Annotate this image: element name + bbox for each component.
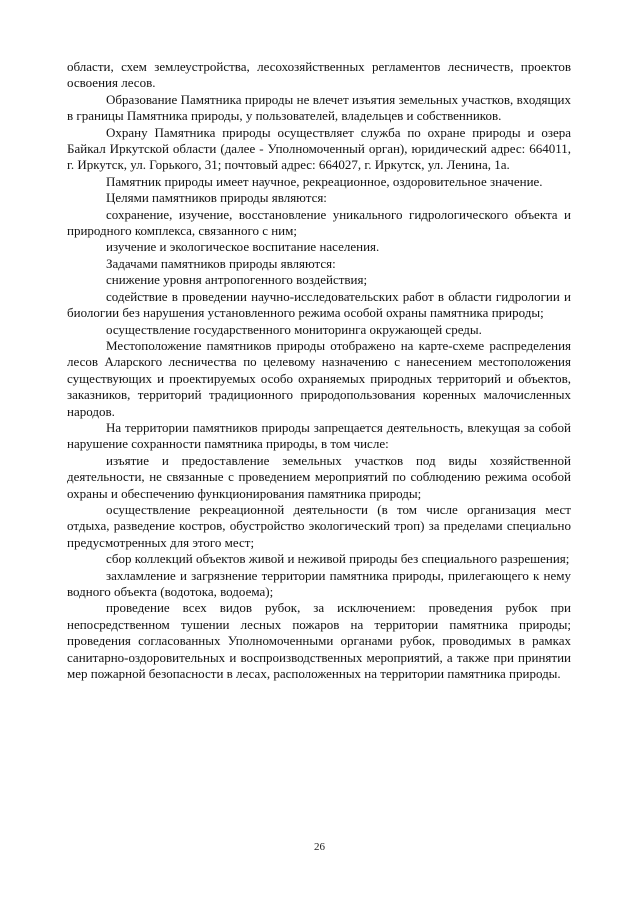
paragraph-significance: Памятник природы имеет научное, рекреационное, оздоровительное значение.	[106, 173, 543, 189]
paragraph-prohibited-recreation: осуществление рекреационной деятельности (в том числе организация мест отдыха, разведение костров, обустройство экологический троп) за пределами специально предусмотренных для этого мест;	[67, 501, 571, 550]
paragraph-prohibited-collection: сбор коллекций объектов живой и неживой природы без специального разрешения;	[106, 551, 570, 567]
paragraph-prohibited-land: изъятие и предоставление земельных участков под виды хозяйственной деятельности, не связанные с проведением мероприятий по соблюдению режима особой охраны и обеспечению функционирования памятника природы;	[67, 452, 571, 501]
paragraph-task-research: содействие в проведении научно-исследовательских работ в области гидрологии и биологии без нарушения установленного режима особой охраны памятника природы;	[67, 288, 571, 321]
paragraph-tasks-heading: Задачами памятников природы являются:	[106, 255, 336, 271]
paragraph-prohibited-littering: захламление и загрязнение территории памятника природы, прилегающего к нему водного объекта (водотока, водоема);	[67, 567, 571, 599]
paragraph-land-withdrawal: Образование Памятника природы не влечет изъятия земельных участков, входящих в границы Памятника природы, у пользователей, владельцев и собственников.	[67, 91, 571, 124]
paragraph-goal-education: изучение и экологическое воспитание населения.	[106, 239, 380, 255]
paragraph-location-map: Местоположение памятников природы отображено на карте-схеме распределения лесов Аларского лесничества по целевому назначению с нанесением местоположения существующих и проектируемых особо охраняемых природных территорий и объектов, заказников, территорий традиционного природопользования коренных малочисленных народов.	[67, 337, 571, 419]
paragraph-prohibited-logging: проведение всех видов рубок, за исключением: проведения рубок при непосредственном тушении лесных пожаров на территории памятника природы; проведения согласованных Уполномоченными органами рубок, проводимых в рамках санитарно-оздоровительных и воспроизводственных мероприятий, а также при принятии мер пожарной безопасности в лесах, расположенных на территории памятника природы.	[67, 600, 571, 682]
page-number: 26	[314, 841, 325, 853]
paragraph-task-impact-reduction: снижение уровня антропогенного воздействия;	[106, 272, 368, 288]
paragraph-task-monitoring: осуществление государственного мониторинга окружающей среды.	[106, 321, 482, 337]
paragraph-goals-heading: Целями памятников природы являются:	[106, 190, 327, 206]
paragraph-goal-preservation: сохранение, изучение, восстановление уникального гидрологического объекта и природного комплекса, связанного с ним;	[67, 206, 571, 239]
paragraph-continuation: области, схем землеустройства, лесохозяйственных регламентов лесничеств, проектов освоения лесов.	[67, 59, 571, 91]
paragraph-protection-service: Охрану Памятника природы осуществляет служба по охране природы и озера Байкал Иркутской области (далее - Уполномоченный орган), юридический адрес: 664011, г. Иркутск, ул. Горького, 31; почтовый адрес: 664027, г. Иркутск, ул. Ленина, 1а.	[67, 124, 571, 173]
document-body	[67, 59, 571, 682]
paragraph-prohibited-heading: На территории памятников природы запрещается деятельность, влекущая за собой нарушение сохранности памятника природы, в том числе:	[67, 419, 571, 452]
